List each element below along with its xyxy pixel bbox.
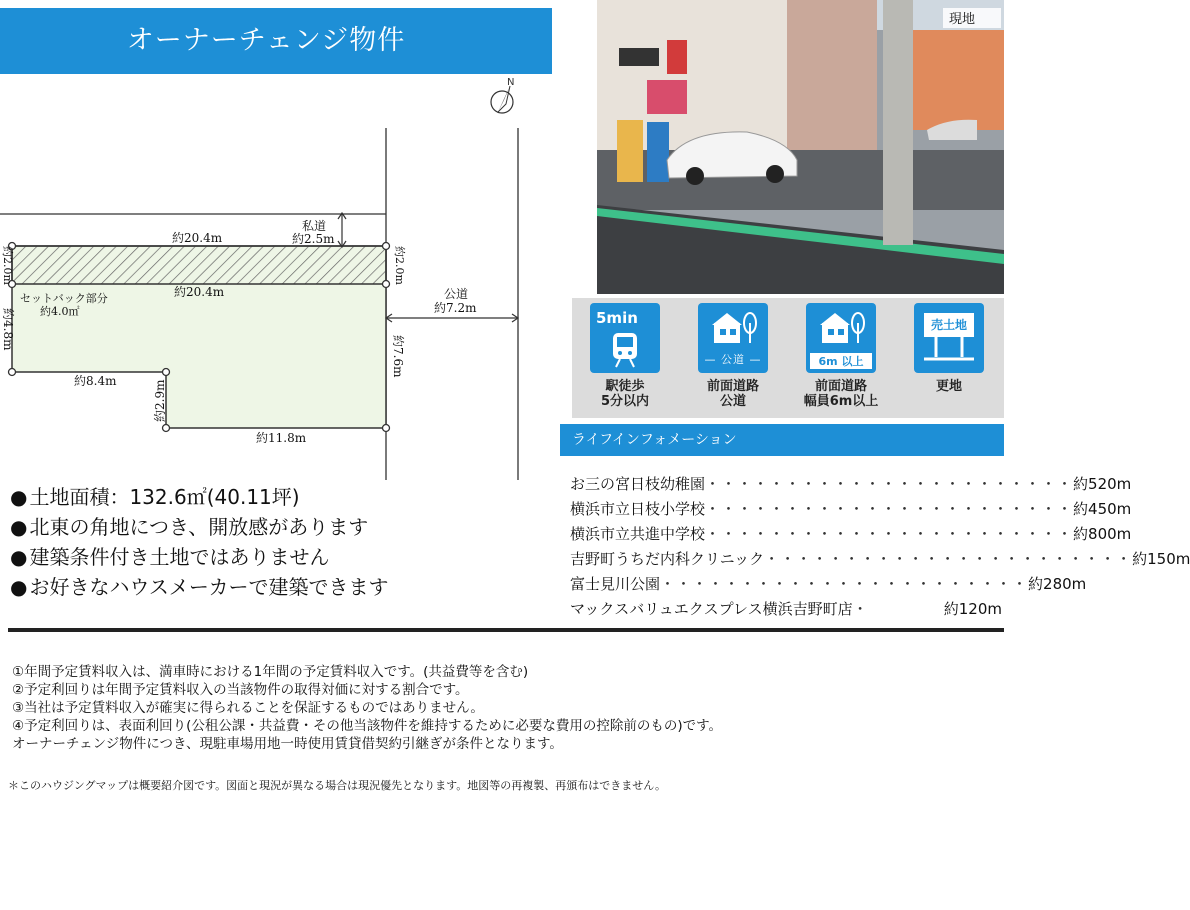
right-side-length: 約7.6m — [391, 335, 405, 378]
feature-walk: 5min 駅徒歩 5分以内 — [584, 303, 666, 409]
public-road-label: 公道 — [444, 287, 469, 301]
left-side-length: 約4.8m — [1, 308, 15, 351]
list-item: マックスバリュエクスプレス横浜吉野町店 ・ 約120m — [570, 600, 1002, 618]
note-line: ②予定利回りは年間予定賃料収入の当該物件の取得対価に対する割合です。 — [12, 682, 469, 698]
top-edge-length: 約20.4m — [172, 231, 223, 245]
list-item: お三の宮日枝幼稚園 ・・・・・・・・・・・・・・・・・・・・・・・ 約520m — [570, 475, 1132, 493]
notch-length: 約2.9m — [153, 379, 167, 422]
bullet-item: ● 土地面積：132.6㎡(40.11坪) — [10, 485, 300, 509]
life-info-header — [560, 424, 1004, 456]
site-photo — [597, 0, 1004, 294]
feature-vacant-land: 売土地 更地 — [908, 303, 990, 394]
note-line: ③当社は予定賃料収入が確実に得られることを保証するものではありません。 — [12, 700, 484, 716]
list-item: 横浜市立日枝小学校 ・・・・・・・・・・・・・・・・・・・・・・・ 約450m — [570, 500, 1132, 518]
setback-title: セットバック部分 — [20, 292, 108, 305]
bottom-right-length: 約11.8m — [256, 431, 307, 445]
bullet-item: ● 北東の角地につき、開放感があります — [10, 515, 369, 539]
page-title: オーナーチェンジ物件 — [126, 25, 406, 56]
feature-public-road: — 公道 — 前面道路 公道 — [692, 303, 774, 409]
public-road-width: 約7.2m — [434, 301, 477, 315]
list-item: 富士見川公園 ・・・・・・・・・・・・・・・・・・・・・・・ 約280m — [570, 575, 1087, 593]
feature-bullets — [10, 482, 388, 602]
site-plan — [0, 75, 560, 485]
vacant-land-icon: 売土地 — [914, 303, 984, 373]
private-road-label: 私道 — [302, 219, 327, 233]
bullet-item: ● お好きなハウスメーカーで建築できます — [10, 575, 389, 599]
note-line: オーナーチェンジ物件につき、現駐車場用地一時使用賃貸借契約引継ぎが条件となります。 — [12, 736, 563, 752]
walk-5min-icon: 5min — [590, 303, 660, 373]
right-top-length: 約2.0m — [393, 246, 406, 285]
note-line: ①年間予定賃料収入は、満車時における1年間の予定賃料収入です。(共益費等を含む) — [12, 664, 529, 680]
bottom-left-length: 約8.4m — [74, 374, 117, 388]
photo-caption: 現地 — [949, 12, 976, 27]
wide-road-icon: 6m 以上 — [806, 303, 876, 373]
life-info-title: ライフインフォメーション — [572, 432, 737, 448]
footnote: ＊このハウジングマップは概要紹介図です。図面と現況が異なる場合は現況優先となります。地図等の再複製、再頒布はできません。 — [8, 779, 666, 792]
title-banner — [0, 8, 552, 74]
list-item: 吉野町うちだ内科クリニック ・・・・・・・・・・・・・・・・・・・・・・・ 約150m — [570, 550, 1190, 568]
bullet-item: ● 建築条件付き土地ではありません — [10, 545, 330, 569]
public-road-icon: — 公道 — — [698, 303, 768, 373]
life-info-list — [570, 472, 1190, 622]
north-label: N — [507, 77, 515, 88]
note-line: ④予定利回りは、表面利回り(公租公課・共益費・その他当該物件を維持するために必要な費用の控除前のもの)です。 — [12, 718, 723, 734]
feature-wide-road: 6m 以上 前面道路 幅員6m以上 — [800, 303, 882, 409]
divider — [8, 628, 1004, 632]
setback-area — [12, 246, 386, 284]
private-road-width: 約2.5m — [292, 232, 335, 246]
setback-area-label: 約4.0㎡ — [40, 305, 80, 318]
feature-icons — [572, 298, 1004, 418]
notes — [12, 663, 722, 753]
setback-edge-length: 約20.4m — [174, 285, 225, 299]
list-item: 横浜市立共進中学校 ・・・・・・・・・・・・・・・・・・・・・・・ 約800m — [570, 525, 1132, 543]
north-arrow-icon — [491, 77, 514, 113]
left-top-length: 約2.0m — [1, 246, 14, 285]
